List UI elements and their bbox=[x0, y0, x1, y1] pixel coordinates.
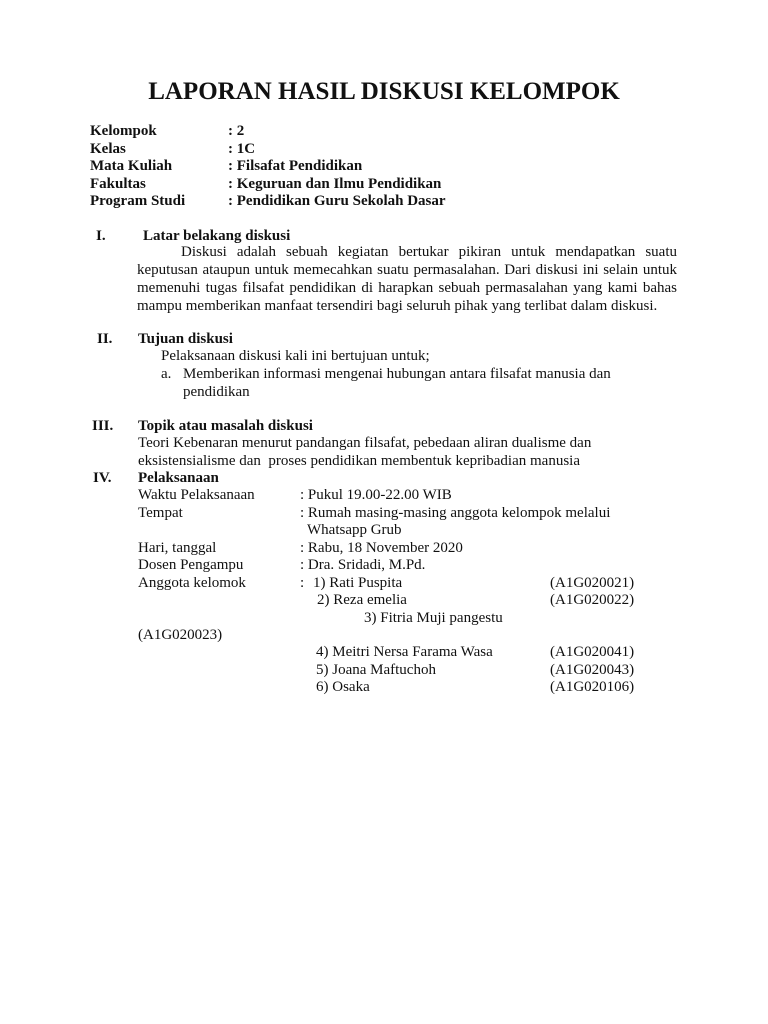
member-name: 2) Reza emelia bbox=[317, 592, 407, 608]
document-title: LAPORAN HASIL DISKUSI KELOMPOK bbox=[148, 78, 620, 105]
paragraph-line: Teori Kebenaran menurut pandangan filsafat, pebedaan aliran dualisme dan bbox=[138, 435, 592, 451]
paragraph-line: keputusan ataupun untuk memecahkan suatu permasalahan. Dari diskusi ini selain untuk bbox=[137, 262, 677, 278]
list-marker: a. bbox=[161, 366, 172, 382]
member-id: (A1G020043) bbox=[550, 662, 635, 678]
detail-value-tempat: : Rumah masing-masing anggota kelompok melalui bbox=[300, 505, 611, 521]
info-value-fakultas: : Keguruan dan Ilmu Pendidikan bbox=[228, 176, 442, 192]
info-value-kelas: : 1C bbox=[228, 141, 256, 157]
detail-value-hari: : Rabu, 18 November 2020 bbox=[300, 540, 463, 556]
member-name: 3) Fitria Muji pangestu bbox=[364, 610, 503, 626]
section-heading: Tujuan diskusi bbox=[138, 331, 233, 347]
info-label-program-studi: Program Studi bbox=[90, 193, 186, 209]
section-number: III. bbox=[92, 418, 114, 434]
member-id: (A1G020021) bbox=[550, 575, 635, 591]
section-number: IV. bbox=[93, 470, 112, 486]
section-number: I. bbox=[96, 228, 106, 244]
member-id: (A1G020106) bbox=[550, 679, 635, 695]
member-name: 5) Joana Maftuchoh bbox=[316, 662, 436, 678]
paragraph-line: memenuhi tugas filsafat pendidikan di harapkan sebuah permasalahan yang kami bahas bbox=[137, 280, 677, 296]
detail-value-waktu: : Pukul 19.00-22.00 WIB bbox=[300, 487, 452, 503]
list-item-line: Memberikan informasi mengenai hubungan antara filsafat manusia dan bbox=[183, 366, 611, 382]
paragraph-line: Diskusi adalah sebuah kegiatan bertukar pikiran untuk mendapatkan suatu bbox=[181, 244, 677, 260]
info-label-mata-kuliah: Mata Kuliah bbox=[90, 158, 173, 174]
member-id: (A1G020041) bbox=[550, 644, 635, 660]
info-label-kelas: Kelas bbox=[90, 141, 126, 157]
member-id: (A1G020023) bbox=[138, 627, 223, 643]
info-value-program-studi: : Pendidikan Guru Sekolah Dasar bbox=[228, 193, 446, 209]
detail-label-hari: Hari, tanggal bbox=[138, 540, 217, 556]
section-intro: Pelaksanaan diskusi kali ini bertujuan untuk; bbox=[161, 348, 430, 364]
list-item-line: pendidikan bbox=[183, 384, 250, 400]
member-name: 1) Rati Puspita bbox=[313, 575, 403, 591]
info-label-fakultas: Fakultas bbox=[90, 176, 146, 192]
detail-value-tempat-cont: Whatsapp Grub bbox=[307, 522, 402, 538]
members-label: Anggota kelomok bbox=[138, 575, 246, 591]
info-label-kelompok: Kelompok bbox=[90, 123, 157, 139]
detail-label-tempat: Tempat bbox=[138, 505, 183, 521]
member-id: (A1G020022) bbox=[550, 592, 635, 608]
section-number: II. bbox=[97, 331, 113, 347]
section-heading: Latar belakang diskusi bbox=[143, 228, 291, 244]
member-name: 4) Meitri Nersa Farama Wasa bbox=[316, 644, 493, 660]
info-value-kelompok: : 2 bbox=[228, 123, 245, 139]
paragraph-line: eksistensialisme dan proses pendidikan membentuk kepribadian manusia bbox=[138, 453, 580, 469]
members-colon: : bbox=[300, 575, 305, 591]
paragraph-line: mampu memberikan manfaat tersendiri bagi seluruh pihak yang terlibat dalam diskusi. bbox=[137, 298, 658, 314]
member-name: 6) Osaka bbox=[316, 679, 370, 695]
section-heading: Pelaksanaan bbox=[138, 470, 219, 486]
info-value-mata-kuliah: : Filsafat Pendidikan bbox=[228, 158, 363, 174]
detail-value-dosen: : Dra. Sridadi, M.Pd. bbox=[300, 557, 426, 573]
detail-label-dosen: Dosen Pengampu bbox=[138, 557, 244, 573]
detail-label-waktu: Waktu Pelaksanaan bbox=[138, 487, 255, 503]
section-heading: Topik atau masalah diskusi bbox=[138, 418, 313, 434]
